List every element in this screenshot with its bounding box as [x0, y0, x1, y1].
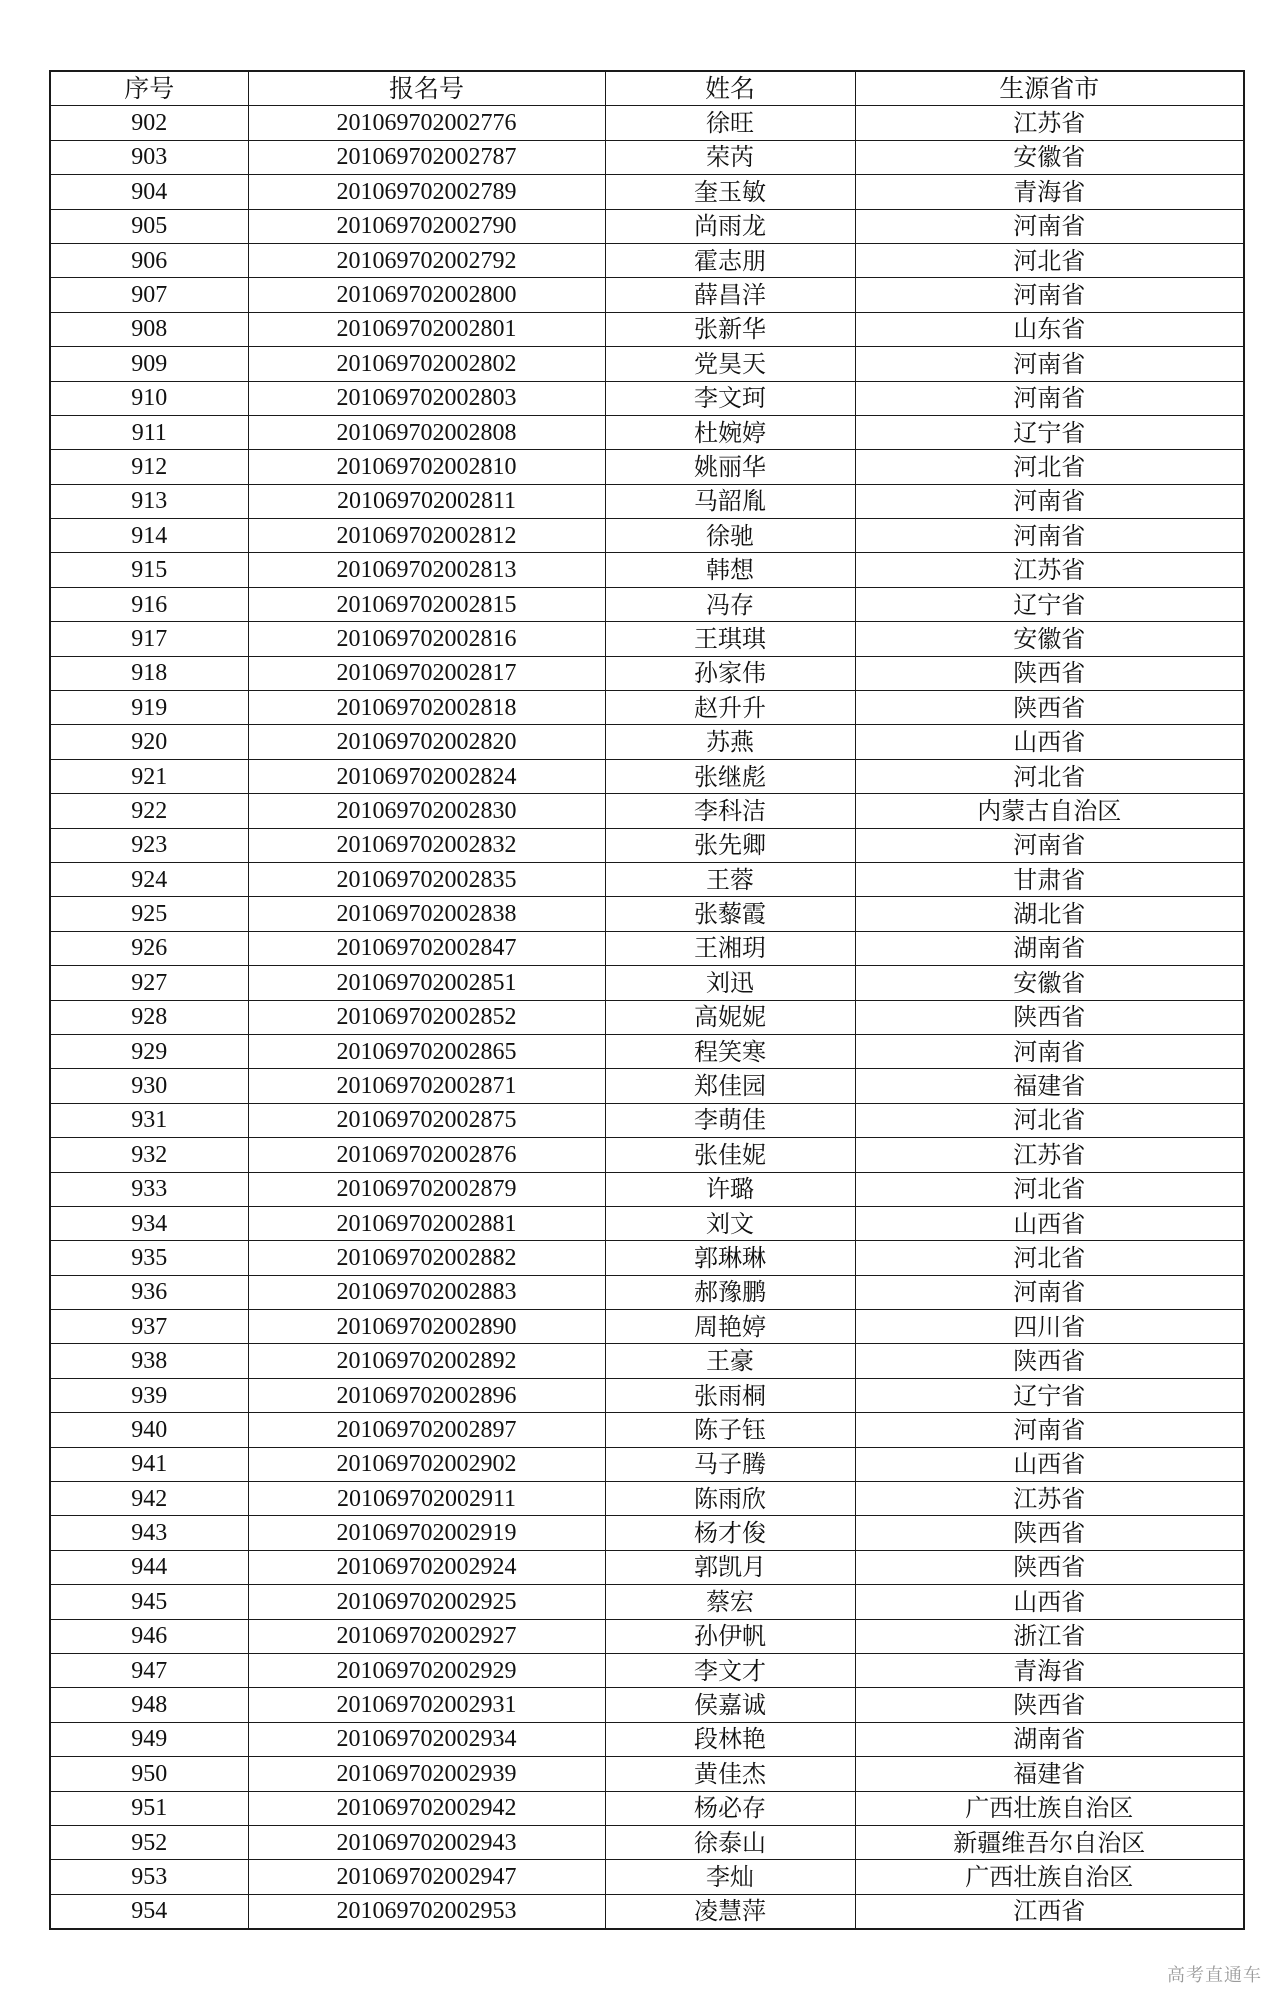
cell-registration-number: 201069702002934 [248, 1722, 605, 1756]
cell-province: 河北省 [855, 450, 1244, 484]
cell-province: 河南省 [855, 828, 1244, 862]
table-row [50, 587, 1244, 621]
table-row [50, 1482, 1244, 1516]
cell-registration-number: 201069702002838 [248, 897, 605, 931]
cell-name: 张继彪 [605, 759, 855, 793]
cell-seq: 938 [50, 1344, 248, 1378]
cell-registration-number: 201069702002942 [248, 1791, 605, 1825]
cell-seq: 913 [50, 484, 248, 518]
cell-name: 凌慧萍 [605, 1894, 855, 1929]
cell-province: 陕西省 [855, 1550, 1244, 1584]
cell-seq: 939 [50, 1378, 248, 1412]
cell-province: 安徽省 [855, 140, 1244, 174]
cell-province: 山西省 [855, 1585, 1244, 1619]
cell-name: 刘文 [605, 1206, 855, 1240]
cell-province: 江苏省 [855, 106, 1244, 140]
cell-seq: 914 [50, 519, 248, 553]
table-row [50, 1241, 1244, 1275]
cell-name: 高妮妮 [605, 1000, 855, 1034]
header-registration-number: 报名号 [248, 71, 605, 106]
cell-province: 陕西省 [855, 1000, 1244, 1034]
cell-registration-number: 201069702002812 [248, 519, 605, 553]
cell-name: 陈雨欣 [605, 1482, 855, 1516]
table-row [50, 1585, 1244, 1619]
table-row [50, 1069, 1244, 1103]
cell-province: 山东省 [855, 312, 1244, 346]
cell-name: 郝豫鹏 [605, 1275, 855, 1309]
cell-province: 河南省 [855, 519, 1244, 553]
cell-seq: 950 [50, 1757, 248, 1791]
table-row [50, 691, 1244, 725]
table-row [50, 1413, 1244, 1447]
cell-registration-number: 201069702002787 [248, 140, 605, 174]
cell-name: 王蓉 [605, 862, 855, 896]
table-row [50, 1550, 1244, 1584]
cell-name: 杨才俊 [605, 1516, 855, 1550]
cell-province: 广西壮族自治区 [855, 1860, 1244, 1894]
cell-name: 荣芮 [605, 140, 855, 174]
cell-registration-number: 201069702002813 [248, 553, 605, 587]
table-row [50, 931, 1244, 965]
cell-province: 青海省 [855, 1653, 1244, 1687]
cell-registration-number: 201069702002800 [248, 278, 605, 312]
cell-province: 陕西省 [855, 691, 1244, 725]
cell-name: 孙家伟 [605, 656, 855, 690]
cell-province: 四川省 [855, 1310, 1244, 1344]
cell-registration-number: 201069702002789 [248, 175, 605, 209]
cell-registration-number: 201069702002820 [248, 725, 605, 759]
cell-registration-number: 201069702002817 [248, 656, 605, 690]
cell-name: 程笑寒 [605, 1034, 855, 1068]
cell-name: 张藜霞 [605, 897, 855, 931]
cell-registration-number: 201069702002816 [248, 622, 605, 656]
cell-registration-number: 20106970200277​6 [248, 106, 605, 140]
cell-seq: 927 [50, 966, 248, 1000]
table-row [50, 1378, 1244, 1412]
cell-province: 辽宁省 [855, 587, 1244, 621]
cell-name: 徐泰山 [605, 1825, 855, 1859]
cell-registration-number: 201069702002810 [248, 450, 605, 484]
cell-seq: 935 [50, 1241, 248, 1275]
cell-name: 郑佳园 [605, 1069, 855, 1103]
cell-name: 姚丽华 [605, 450, 855, 484]
cell-registration-number: 201069702002879 [248, 1172, 605, 1206]
cell-province: 河南省 [855, 1413, 1244, 1447]
cell-seq: 953 [50, 1860, 248, 1894]
cell-seq: 905 [50, 209, 248, 243]
cell-province: 江苏省 [855, 1138, 1244, 1172]
cell-name: 杨必存 [605, 1791, 855, 1825]
cell-name: 杜婉婷 [605, 415, 855, 449]
cell-province: 河北省 [855, 243, 1244, 277]
table-row [50, 209, 1244, 243]
table-row [50, 1310, 1244, 1344]
cell-name: 马子腾 [605, 1447, 855, 1481]
cell-seq: 924 [50, 862, 248, 896]
cell-registration-number: 201069702002865 [248, 1034, 605, 1068]
table-row [50, 1172, 1244, 1206]
table-row [50, 484, 1244, 518]
cell-province: 江苏省 [855, 553, 1244, 587]
cell-seq: 908 [50, 312, 248, 346]
cell-province: 河北省 [855, 759, 1244, 793]
cell-seq: 916 [50, 587, 248, 621]
cell-name: 陈子钰 [605, 1413, 855, 1447]
cell-seq: 932 [50, 1138, 248, 1172]
table-row [50, 897, 1244, 931]
cell-seq: 937 [50, 1310, 248, 1344]
cell-seq: 903 [50, 140, 248, 174]
cell-registration-number: 201069702002876 [248, 1138, 605, 1172]
cell-seq: 919 [50, 691, 248, 725]
cell-registration-number: 201069702002902 [248, 1447, 605, 1481]
cell-registration-number: 201069702002803 [248, 381, 605, 415]
cell-province: 河北省 [855, 1103, 1244, 1137]
cell-registration-number: 201069702002925 [248, 1585, 605, 1619]
table-row [50, 1447, 1244, 1481]
table-row [50, 553, 1244, 587]
cell-seq: 925 [50, 897, 248, 931]
table-row [50, 1860, 1244, 1894]
cell-province: 安徽省 [855, 966, 1244, 1000]
cell-registration-number: 201069702002927 [248, 1619, 605, 1653]
table-row [50, 759, 1244, 793]
cell-registration-number: 201069702002881 [248, 1206, 605, 1240]
cell-province: 安徽省 [855, 622, 1244, 656]
cell-name: 李文珂 [605, 381, 855, 415]
cell-seq: 910 [50, 381, 248, 415]
cell-seq: 926 [50, 931, 248, 965]
table-row [50, 243, 1244, 277]
cell-registration-number: 201069702002808 [248, 415, 605, 449]
table-row [50, 966, 1244, 1000]
watermark: 高考直通车 [1167, 1965, 1262, 1986]
cell-province: 青海省 [855, 175, 1244, 209]
cell-name: 刘迅 [605, 966, 855, 1000]
cell-registration-number: 201069702002852 [248, 1000, 605, 1034]
cell-registration-number: 201069702002830 [248, 794, 605, 828]
cell-seq: 931 [50, 1103, 248, 1137]
table-row [50, 1722, 1244, 1756]
cell-seq: 948 [50, 1688, 248, 1722]
cell-province: 广西壮族自治区 [855, 1791, 1244, 1825]
cell-name: 郭凯月 [605, 1550, 855, 1584]
cell-seq: 933 [50, 1172, 248, 1206]
cell-province: 甘肃省 [855, 862, 1244, 896]
admission-list-table [49, 70, 1245, 1930]
cell-registration-number: 201069702002832 [248, 828, 605, 862]
cell-registration-number: 201069702002882 [248, 1241, 605, 1275]
cell-registration-number: 201069702002871 [248, 1069, 605, 1103]
cell-seq: 923 [50, 828, 248, 862]
cell-seq: 943 [50, 1516, 248, 1550]
table-row [50, 347, 1244, 381]
table-row [50, 1688, 1244, 1722]
cell-province: 山西省 [855, 1206, 1244, 1240]
cell-seq: 921 [50, 759, 248, 793]
cell-province: 江西省 [855, 1894, 1244, 1929]
table-row [50, 278, 1244, 312]
table-row [50, 862, 1244, 896]
table-row [50, 175, 1244, 209]
cell-name: 党昊天 [605, 347, 855, 381]
cell-registration-number: 201069702002818 [248, 691, 605, 725]
cell-name: 张新华 [605, 312, 855, 346]
cell-province: 河南省 [855, 209, 1244, 243]
table-row [50, 622, 1244, 656]
cell-registration-number: 201069702002790 [248, 209, 605, 243]
cell-name: 冯存 [605, 587, 855, 621]
cell-province: 辽宁省 [855, 415, 1244, 449]
cell-registration-number: 201069702002896 [248, 1378, 605, 1412]
cell-province: 内蒙古自治区 [855, 794, 1244, 828]
cell-seq: 945 [50, 1585, 248, 1619]
cell-registration-number: 201069702002939 [248, 1757, 605, 1791]
cell-name: 黄佳杰 [605, 1757, 855, 1791]
cell-province: 河南省 [855, 278, 1244, 312]
cell-name: 徐旺 [605, 106, 855, 140]
cell-seq: 907 [50, 278, 248, 312]
cell-seq: 947 [50, 1653, 248, 1687]
cell-name: 李文才 [605, 1653, 855, 1687]
cell-province: 陕西省 [855, 1344, 1244, 1378]
cell-seq: 902 [50, 106, 248, 140]
cell-name: 薛昌洋 [605, 278, 855, 312]
table-row [50, 1516, 1244, 1550]
table-row [50, 1206, 1244, 1240]
table-row [50, 1791, 1244, 1825]
cell-name: 尚雨龙 [605, 209, 855, 243]
cell-province: 湖南省 [855, 931, 1244, 965]
table-row [50, 1619, 1244, 1653]
cell-seq: 941 [50, 1447, 248, 1481]
table-row [50, 312, 1244, 346]
cell-province: 山西省 [855, 1447, 1244, 1481]
cell-province: 湖南省 [855, 1722, 1244, 1756]
cell-registration-number: 201069702002811 [248, 484, 605, 518]
table-row [50, 1825, 1244, 1859]
cell-registration-number: 201069702002929 [248, 1653, 605, 1687]
cell-registration-number: 201069702002890 [248, 1310, 605, 1344]
table-row [50, 828, 1244, 862]
cell-province: 新疆维吾尔自治区 [855, 1825, 1244, 1859]
table-row [50, 1344, 1244, 1378]
cell-seq: 928 [50, 1000, 248, 1034]
cell-seq: 934 [50, 1206, 248, 1240]
cell-name: 奎玉敏 [605, 175, 855, 209]
cell-province: 山西省 [855, 725, 1244, 759]
cell-province: 河北省 [855, 1172, 1244, 1206]
cell-seq: 929 [50, 1034, 248, 1068]
cell-seq: 944 [50, 1550, 248, 1584]
cell-seq: 949 [50, 1722, 248, 1756]
table-row [50, 794, 1244, 828]
cell-registration-number: 201069702002801 [248, 312, 605, 346]
table-row [50, 381, 1244, 415]
cell-registration-number: 201069702002815 [248, 587, 605, 621]
table-row [50, 1894, 1244, 1929]
cell-seq: 951 [50, 1791, 248, 1825]
cell-name: 张先卿 [605, 828, 855, 862]
cell-registration-number: 201069702002875 [248, 1103, 605, 1137]
cell-name: 李灿 [605, 1860, 855, 1894]
header-name: 姓名 [605, 71, 855, 106]
cell-seq: 912 [50, 450, 248, 484]
cell-registration-number: 201069702002851 [248, 966, 605, 1000]
table-row [50, 415, 1244, 449]
cell-seq: 915 [50, 553, 248, 587]
cell-name: 孙伊帆 [605, 1619, 855, 1653]
cell-seq: 917 [50, 622, 248, 656]
table-row [50, 1034, 1244, 1068]
table-row [50, 1653, 1244, 1687]
cell-seq: 904 [50, 175, 248, 209]
cell-seq: 946 [50, 1619, 248, 1653]
cell-name: 霍志朋 [605, 243, 855, 277]
cell-registration-number: 201069702002835 [248, 862, 605, 896]
cell-province: 福建省 [855, 1757, 1244, 1791]
header-seq: 序号 [50, 71, 248, 106]
cell-province: 辽宁省 [855, 1378, 1244, 1412]
cell-name: 王琪琪 [605, 622, 855, 656]
table-row [50, 725, 1244, 759]
table-row [50, 1103, 1244, 1137]
cell-registration-number: 201069702002847 [248, 931, 605, 965]
cell-name: 蔡宏 [605, 1585, 855, 1619]
cell-registration-number: 201069702002947 [248, 1860, 605, 1894]
cell-name: 段林艳 [605, 1722, 855, 1756]
cell-name: 李科洁 [605, 794, 855, 828]
cell-seq: 930 [50, 1069, 248, 1103]
cell-province: 河南省 [855, 1034, 1244, 1068]
cell-registration-number: 201069702002792 [248, 243, 605, 277]
cell-province: 河南省 [855, 1275, 1244, 1309]
cell-name: 郭琳琳 [605, 1241, 855, 1275]
cell-registration-number: 201069702002824 [248, 759, 605, 793]
cell-registration-number: 201069702002919 [248, 1516, 605, 1550]
cell-registration-number: 201069702002931 [248, 1688, 605, 1722]
table-header [50, 71, 1244, 106]
cell-name: 周艳婷 [605, 1310, 855, 1344]
cell-seq: 952 [50, 1825, 248, 1859]
cell-registration-number: 201069702002911 [248, 1482, 605, 1516]
cell-registration-number: 201069702002802 [248, 347, 605, 381]
table-row [50, 1275, 1244, 1309]
cell-seq: 922 [50, 794, 248, 828]
cell-name: 韩想 [605, 553, 855, 587]
cell-registration-number: 201069702002892 [248, 1344, 605, 1378]
table-row [50, 656, 1244, 690]
cell-name: 王湘玥 [605, 931, 855, 965]
cell-province: 河南省 [855, 347, 1244, 381]
cell-name: 赵升升 [605, 691, 855, 725]
table-body [50, 106, 1244, 1929]
header-province: 生源省市 [855, 71, 1244, 106]
cell-name: 苏燕 [605, 725, 855, 759]
cell-name: 张雨桐 [605, 1378, 855, 1412]
cell-province: 陕西省 [855, 1516, 1244, 1550]
cell-province: 浙江省 [855, 1619, 1244, 1653]
table-row [50, 519, 1244, 553]
cell-seq: 942 [50, 1482, 248, 1516]
cell-province: 陕西省 [855, 656, 1244, 690]
cell-province: 河北省 [855, 1241, 1244, 1275]
table-row [50, 1757, 1244, 1791]
table-row [50, 1138, 1244, 1172]
table-row [50, 450, 1244, 484]
cell-name: 徐驰 [605, 519, 855, 553]
cell-province: 河南省 [855, 381, 1244, 415]
cell-name: 马韶胤 [605, 484, 855, 518]
cell-province: 湖北省 [855, 897, 1244, 931]
cell-seq: 936 [50, 1275, 248, 1309]
cell-province: 福建省 [855, 1069, 1244, 1103]
cell-name: 李萌佳 [605, 1103, 855, 1137]
cell-seq: 906 [50, 243, 248, 277]
cell-seq: 954 [50, 1894, 248, 1929]
cell-province: 陕西省 [855, 1688, 1244, 1722]
cell-seq: 911 [50, 415, 248, 449]
cell-seq: 940 [50, 1413, 248, 1447]
cell-registration-number: 201069702002924 [248, 1550, 605, 1584]
table-row [50, 106, 1244, 140]
table-row [50, 1000, 1244, 1034]
cell-name: 王豪 [605, 1344, 855, 1378]
cell-seq: 909 [50, 347, 248, 381]
cell-seq: 920 [50, 725, 248, 759]
cell-registration-number: 201069702002953 [248, 1894, 605, 1929]
cell-seq: 918 [50, 656, 248, 690]
cell-name: 张佳妮 [605, 1138, 855, 1172]
cell-name: 许璐 [605, 1172, 855, 1206]
table-row [50, 140, 1244, 174]
cell-province: 江苏省 [855, 1482, 1244, 1516]
cell-province: 河南省 [855, 484, 1244, 518]
cell-registration-number: 201069702002883 [248, 1275, 605, 1309]
cell-name: 侯嘉诚 [605, 1688, 855, 1722]
header-row [50, 71, 1244, 106]
cell-registration-number: 201069702002897 [248, 1413, 605, 1447]
cell-registration-number: 201069702002943 [248, 1825, 605, 1859]
